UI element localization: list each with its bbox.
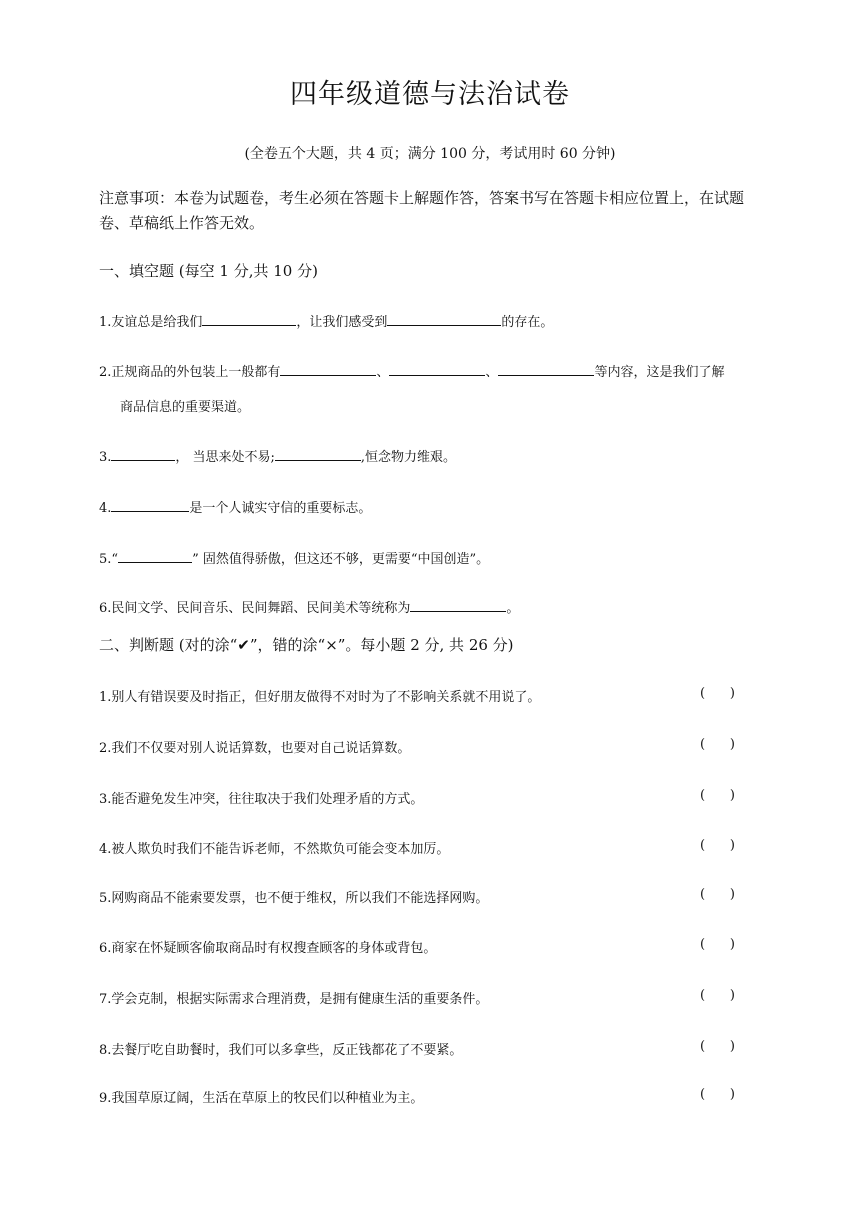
answer-blank [280, 363, 376, 376]
judge-question: 4.被人欺负时我们不能告诉老师，不然欺负可能会变本加厉。 [99, 842, 450, 857]
fill-question-3 [99, 446, 456, 465]
answer-blank [410, 599, 506, 612]
question-text: ， 当思来处不易; [175, 450, 275, 465]
question-text: 4. [99, 501, 112, 516]
answer-parentheses: ( ) [700, 737, 735, 752]
judge-question: 2.我们不仅要对别人说话算数，也要对自己说话算数。 [99, 741, 411, 756]
judge-question: 7.学会克制，根据实际需求合理消费，是拥有健康生活的重要条件。 [99, 992, 489, 1007]
fill-question-6 [99, 597, 519, 616]
fill-question-2 [99, 361, 724, 380]
question-text: 5.“ [99, 552, 119, 567]
question-text: ,恒念物力维艰。 [360, 450, 457, 465]
question-text: 。 [506, 601, 520, 616]
answer-parentheses: ( ) [700, 788, 735, 803]
fill-question-5 [99, 548, 489, 567]
judge-question: 3.能否避免发生冲突，往往取决于我们处理矛盾的方式。 [99, 792, 424, 807]
question-text: 1.友谊总是给我们 [99, 315, 203, 330]
fill-question-1 [99, 311, 553, 330]
judge-question: 8.去餐厅吃自助餐时，我们可以多拿些，反正钱都花了不要紧。 [99, 1043, 463, 1058]
notice-text: 注意事项：本卷为试题卷，考生必须在答题卡上解题作答，答案书写在答题卡相应位置上，在试题卷、草稿纸上作答无效。 [99, 189, 745, 232]
question-text: 2.正规商品的外包装上一般都有 [99, 365, 281, 380]
question-text: 等内容，这是我们了解 [594, 365, 725, 380]
section-heading-true-false: 二、判断题 (对的涂“✔”，错的涂“×”。每小题 2 分, 共 26 分) [99, 636, 514, 654]
answer-blank [111, 499, 189, 512]
question-text: ，让我们感受到 [296, 315, 388, 330]
section-heading-fill-blank: 一、填空题 (每空 1 分,共 10 分) [99, 262, 318, 280]
answer-parentheses: ( ) [700, 686, 735, 701]
answer-parentheses: ( ) [700, 1087, 735, 1102]
answer-blank [111, 448, 175, 461]
fill-question-2-continued: 商品信息的重要渠道。 [120, 400, 251, 415]
judge-question: 9.我国草原辽阔，生活在草原上的牧民们以种植业为主。 [99, 1091, 424, 1106]
answer-parentheses: ( ) [700, 838, 735, 853]
question-text: ” 固然值得骄傲，但这还不够，更需要“中国创造”。 [192, 552, 490, 567]
answer-parentheses: ( ) [700, 937, 735, 952]
answer-blank [202, 313, 296, 326]
question-text: 是一个人诚实守信的重要标志。 [189, 501, 372, 516]
question-text: 3. [99, 450, 112, 465]
question-text: 6.民间文学、民间音乐、民间舞蹈、民间美术等统称为 [99, 601, 411, 616]
judge-question: 1.别人有错误要及时指正，但好朋友做得不对时为了不影响关系就不用说了。 [99, 690, 541, 705]
judge-question: 5.网购商品不能索要发票，也不便于维权，所以我们不能选择网购。 [99, 891, 489, 906]
judge-question: 6.商家在怀疑顾客偷取商品时有权搜查顾客的身体或背包。 [99, 941, 437, 956]
answer-blank [389, 363, 485, 376]
exam-subtitle: (全卷五个大题，共 4 页；满分 100 分，考试用时 60 分钟) [244, 146, 616, 162]
answer-blank [498, 363, 594, 376]
fill-question-4 [99, 497, 371, 516]
answer-blank [118, 550, 192, 563]
answer-parentheses: ( ) [700, 988, 735, 1003]
question-text: 、 [376, 365, 390, 380]
answer-blank [275, 448, 361, 461]
question-text: 的存在。 [501, 315, 554, 330]
answer-blank [387, 313, 501, 326]
question-text: 、 [485, 365, 499, 380]
page-title: 四年级道德与法治试卷 [290, 79, 570, 110]
answer-parentheses: ( ) [700, 1039, 735, 1054]
answer-parentheses: ( ) [700, 887, 735, 902]
